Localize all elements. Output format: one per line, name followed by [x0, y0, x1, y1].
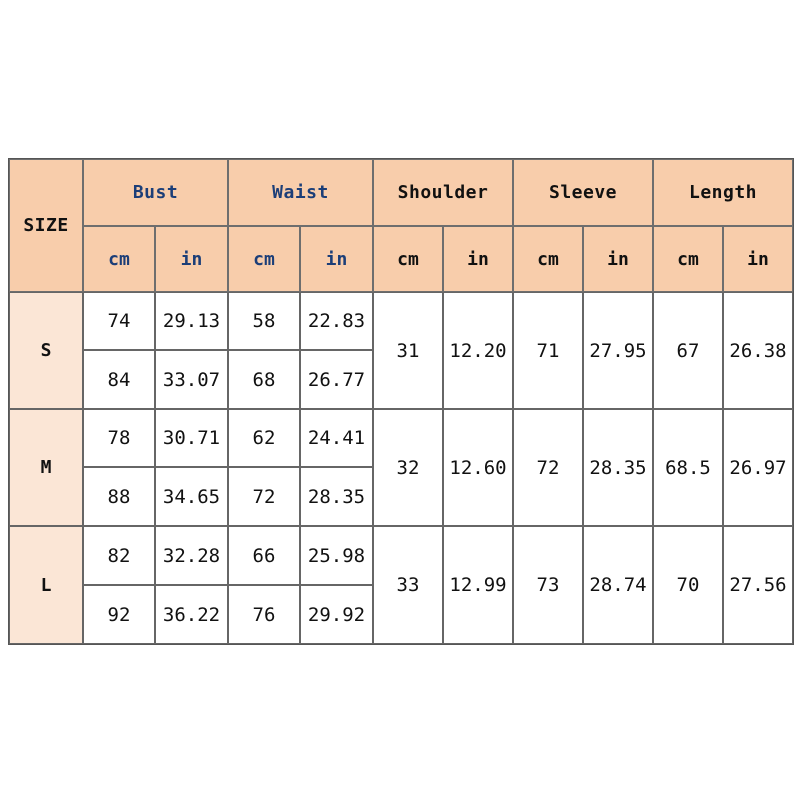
waist-in-value: 24.41: [300, 409, 373, 467]
bust-in-value: 29.13: [155, 292, 228, 350]
bust-cm-header: cm: [83, 226, 155, 292]
bust-in-value: 34.65: [155, 467, 228, 526]
waist-cm-value: 58: [228, 292, 300, 350]
waist-cm-header: cm: [228, 226, 300, 292]
size-label-m: M: [9, 409, 83, 526]
waist-header: Waist: [228, 159, 373, 226]
waist-cm-value: 68: [228, 350, 300, 409]
waist-cm-value: 76: [228, 585, 300, 644]
waist-in-value: 25.98: [300, 526, 373, 585]
size-label-l: L: [9, 526, 83, 644]
sleeve-in-value: 28.35: [583, 409, 653, 526]
waist-cm-value: 62: [228, 409, 300, 467]
bust-cm-value: 84: [83, 350, 155, 409]
shoulder-in-header: in: [443, 226, 513, 292]
size-chart-table: [8, 158, 794, 645]
bust-cm-value: 92: [83, 585, 155, 644]
sleeve-in-value: 28.74: [583, 526, 653, 644]
waist-in-value: 22.83: [300, 292, 373, 350]
sleeve-cm-value: 72: [513, 409, 583, 526]
length-in-value: 26.38: [723, 292, 793, 409]
bust-cm-value: 88: [83, 467, 155, 526]
shoulder-cm-value: 31: [373, 292, 443, 409]
waist-in-header: in: [300, 226, 373, 292]
waist-cm-value: 66: [228, 526, 300, 585]
length-in-value: 26.97: [723, 409, 793, 526]
length-header: Length: [653, 159, 793, 226]
length-in-value: 27.56: [723, 526, 793, 644]
bust-cm-value: 78: [83, 409, 155, 467]
bust-header: Bust: [83, 159, 228, 226]
sleeve-in-header: in: [583, 226, 653, 292]
length-cm-value: 70: [653, 526, 723, 644]
sleeve-in-value: 27.95: [583, 292, 653, 409]
sleeve-cm-header: cm: [513, 226, 583, 292]
waist-in-value: 26.77: [300, 350, 373, 409]
shoulder-cm-header: cm: [373, 226, 443, 292]
waist-in-value: 28.35: [300, 467, 373, 526]
size-label-s: S: [9, 292, 83, 409]
length-cm-header: cm: [653, 226, 723, 292]
bust-cm-value: 82: [83, 526, 155, 585]
shoulder-in-value: 12.20: [443, 292, 513, 409]
bust-cm-value: 74: [83, 292, 155, 350]
shoulder-cm-value: 33: [373, 526, 443, 644]
size-header: SIZE: [9, 159, 83, 292]
shoulder-in-value: 12.99: [443, 526, 513, 644]
bust-in-value: 30.71: [155, 409, 228, 467]
bust-in-value: 33.07: [155, 350, 228, 409]
sleeve-header: Sleeve: [513, 159, 653, 226]
shoulder-in-value: 12.60: [443, 409, 513, 526]
length-cm-value: 68.5: [653, 409, 723, 526]
bust-in-value: 32.28: [155, 526, 228, 585]
bust-in-value: 36.22: [155, 585, 228, 644]
length-in-header: in: [723, 226, 793, 292]
waist-in-value: 29.92: [300, 585, 373, 644]
waist-cm-value: 72: [228, 467, 300, 526]
length-cm-value: 67: [653, 292, 723, 409]
sleeve-cm-value: 71: [513, 292, 583, 409]
sleeve-cm-value: 73: [513, 526, 583, 644]
shoulder-cm-value: 32: [373, 409, 443, 526]
shoulder-header: Shoulder: [373, 159, 513, 226]
bust-in-header: in: [155, 226, 228, 292]
